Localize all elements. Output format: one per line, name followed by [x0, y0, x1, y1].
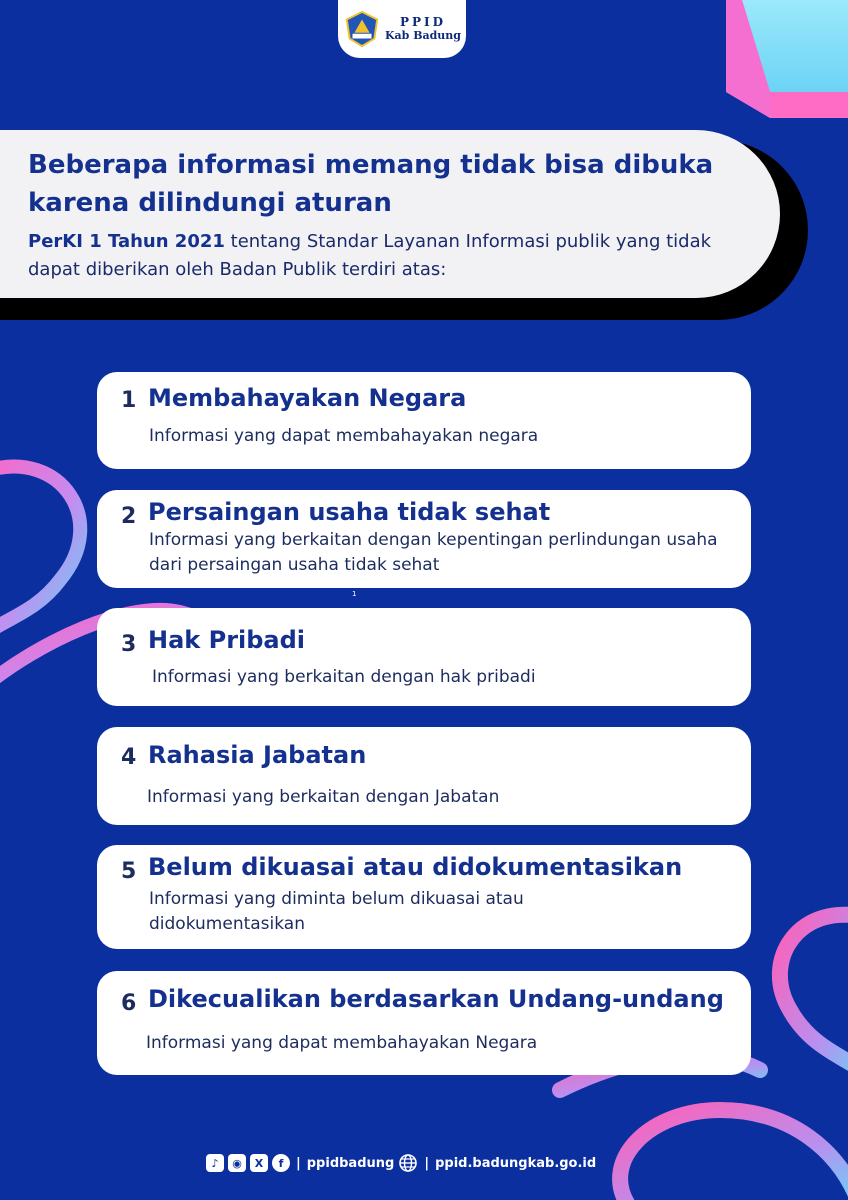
item-title: Hak Pribadi — [148, 626, 306, 654]
list-item — [97, 608, 751, 706]
item-number: 4 — [121, 745, 137, 770]
globe-icon — [398, 1153, 418, 1173]
item-title: Membahayakan Negara — [148, 384, 467, 412]
x-icon[interactable]: X — [250, 1154, 268, 1172]
logo-subtitle: Kab Badung — [384, 28, 461, 42]
logo-title: PPID — [399, 15, 447, 30]
item-number: 6 — [121, 991, 137, 1016]
item-title: Persaingan usaha tidak sehat — [148, 498, 551, 526]
list-item — [97, 727, 751, 825]
item-description: Informasi yang dapat membahayakan negara — [149, 426, 539, 446]
footer-handle[interactable]: ppidbadung — [306, 1155, 395, 1171]
item-title: Rahasia Jabatan — [148, 741, 367, 769]
item-description: Informasi yang diminta belum dikuasai atau didokumentasikan — [149, 889, 524, 934]
item-description: Informasi yang berkaitan dengan kepentingan perlindungan usaha dari persaingan usaha tidak sehat — [149, 530, 718, 575]
page-marker: 1 — [352, 590, 357, 598]
ppid-logo — [338, 0, 466, 58]
list-item — [97, 845, 751, 949]
item-title: Dikecualikan berdasarkan Undang-undang — [148, 985, 724, 1013]
footer-separator: | — [296, 1155, 301, 1171]
item-description: Informasi yang dapat membahayakan Negara — [146, 1033, 538, 1053]
item-number: 2 — [121, 504, 137, 529]
item-description: Informasi yang berkaitan dengan hak pribadi — [152, 667, 536, 687]
footer-website-link[interactable]: ppid.badungkab.go.id — [435, 1155, 597, 1171]
item-title: Belum dikuasai atau didokumentasikan — [148, 853, 683, 881]
facebook-icon[interactable]: f — [272, 1154, 290, 1172]
footer — [206, 1151, 596, 1175]
tiktok-icon[interactable]: ♪ — [206, 1154, 224, 1172]
header-description-text: tentang Standar Layanan Informasi publik yang tidak dapat diberikan oleh Badan Publik terdiri atas: — [28, 231, 712, 280]
list-item — [97, 971, 751, 1075]
list-item — [97, 372, 751, 469]
item-description: Informasi yang berkaitan dengan Jabatan — [147, 787, 500, 807]
header-description — [28, 228, 748, 284]
cube-decor — [726, 0, 848, 118]
item-number: 5 — [121, 859, 137, 884]
badung-emblem-icon — [343, 10, 381, 48]
item-number: 3 — [121, 632, 137, 657]
instagram-icon[interactable]: ◉ — [228, 1154, 246, 1172]
list-item — [97, 490, 751, 588]
footer-separator: | — [424, 1155, 430, 1171]
page-title: Beberapa informasi memang tidak bisa dibuka karena dilindungi aturan — [28, 150, 714, 218]
item-number: 1 — [121, 388, 137, 413]
regulation-label: PerKI 1 Tahun 2021 — [28, 231, 225, 252]
